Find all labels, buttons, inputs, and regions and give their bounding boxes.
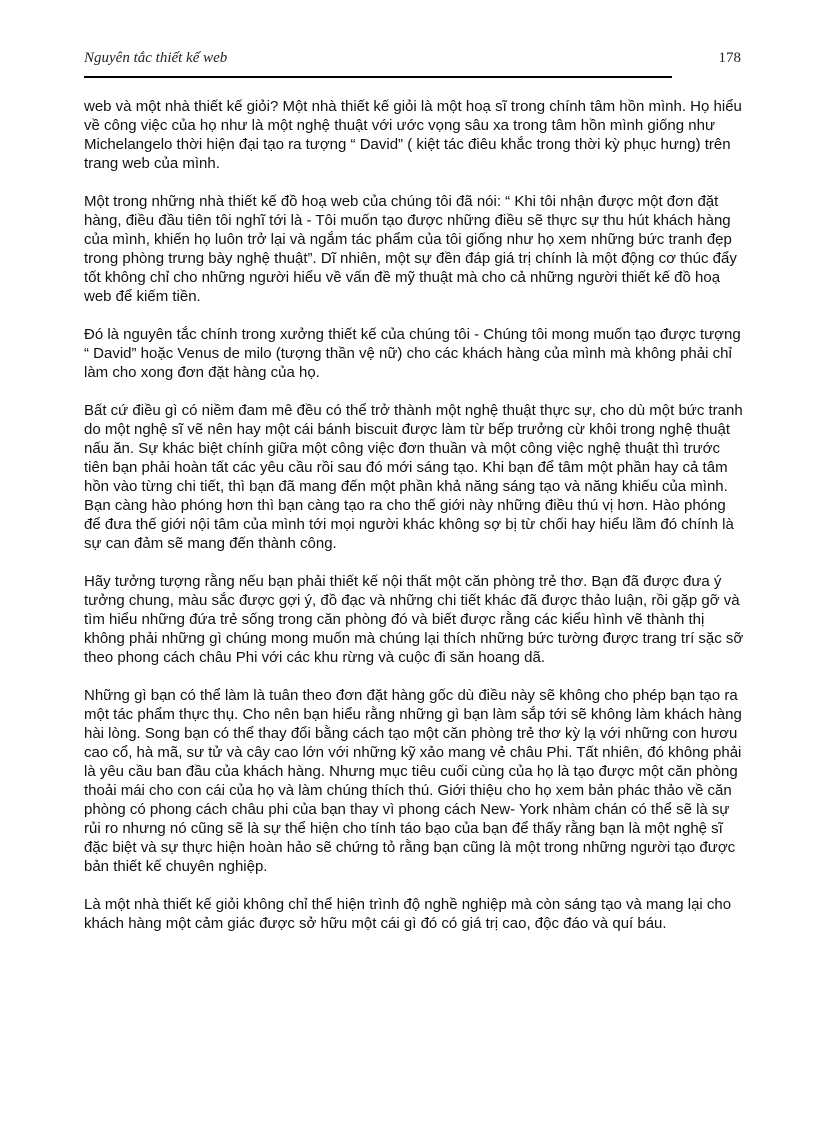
header-divider [84,76,672,78]
paragraph: Một trong những nhà thiết kế đồ hoạ web của chúng tôi đã nói: “ Khi tôi nhận được một đơn đặt hàng, điều đầu tiên tôi nghĩ tới là - Tôi muốn tạo được những điều sẽ thực sự thu hút khách hàng của mình, khiến họ luôn trở lại và ngắm tác phẩm của tôi giống như họ xem những bức tranh đẹp trong phòng trưng bày nghệ thuật”. Dĩ nhiên, một sự đền đáp giá trị chính là một động cơ thúc đẩy tốt không chỉ cho những người hiểu về vấn đề mỹ thuật mà cho cả những người thiết kế đồ hoạ web để kiếm tiền. [84,193,737,305]
page-number: 178 [718,50,741,66]
running-header [84,50,741,74]
paragraph: Là một nhà thiết kế giỏi không chỉ thể hiện trình độ nghề nghiệp mà còn sáng tạo và mang lại cho khách hàng một cảm giác được sở hữu một cái gì đó có giá trị cao, độc đáo và quí báu. [84,896,732,932]
paragraph: Hãy tưởng tượng rằng nếu bạn phải thiết kế nội thất một căn phòng trẻ thơ. Bạn đã được đưa ý tưởng chung, màu sắc được gợi ý, đồ đạc và những chi tiết khác đã được thảo luận, rồi gặp gỡ và tìm hiểu những đứa trẻ sống trong căn phòng đó và biết được rằng các kiểu hình vẽ thành thị không phải những gì chúng mong muốn mà chúng lại thích những bức tường được trang trí sặc sỡ theo phong cách châu Phi với các khu rừng và cuộc đi săn hoang dã. [84,573,744,666]
document-title: Nguyên tắc thiết kế web [84,50,228,66]
paragraph: web và một nhà thiết kế giỏi? Một nhà thiết kế giỏi là một hoạ sĩ trong chính tâm hồn mình. Họ hiểu về công việc của họ như là một nghệ thuật với ước vọng sâu xa trong tâm hồn mình giống như Michelangelo thời hiện đại tạo ra tượng “ David” ( kiệt tác điêu khắc trong thời kỳ phục hưng) trên trang web của mình. [84,98,742,172]
body-text [84,97,744,952]
paragraph: Đó là nguyên tắc chính trong xưởng thiết kế của chúng tôi - Chúng tôi mong muốn tạo được tượng “ David” hoặc Venus de milo (tượng thần vệ nữ) cho các khách hàng của mình mà không phải chỉ làm cho xong đơn đặt hàng của họ. [84,326,741,381]
paragraph: Những gì bạn có thể làm là tuân theo đơn đặt hàng gốc dù điều này sẽ không cho phép bạn tạo ra một tác phẩm thực thụ. Cho nên bạn hiểu rằng những gì bạn làm sắp tới sẽ không làm khách hàng hài lòng. Song bạn có thể thay đổi bằng cách tạo một căn phòng trẻ thơ kỳ lạ với những con hươu cao cổ, hà mã, sư tử và cây cao lớn với những kỹ xảo mang vẻ châu Phi. Tất nhiên, đó không phải là yêu cầu ban đầu của khách hàng. Nhưng mục tiêu cuối cùng của họ là tạo được một căn phòng thoải mái cho con cái của họ và làm chúng thích thú. Giới thiệu cho họ xem bản phác thảo về căn phòng có phong cách châu phi của bạn thay vì phong cách New- York nhàm chán có thể sẽ là sự rủi ro nhưng nó cũng sẽ là sự thể hiện cho tính táo bạo của bạn để thấy rằng bạn là một nghệ sĩ đặc biệt và sự thực hiện hoàn hảo sẽ chứng tỏ rằng bạn cũng là một trong những người tạo được bản thiết kế chuyên nghiệp. [84,687,742,875]
paragraph: Bất cứ điều gì có niềm đam mê đều có thể trở thành một nghệ thuật thực sự, cho dù một bức tranh do một nghệ sĩ vẽ nên hay một cái bánh biscuit được làm từ bếp trưởng cừ khôi trong nghệ thuật nấu ăn. Sự khác biệt chính giữa một công việc đơn thuần và một công việc nghệ thuật thì trước tiên bạn phải hoàn tất các yêu cầu rồi sau đó mới sáng tạo. Khi bạn để tâm một phần hay cả tâm hồn vào từng chi tiết, thì bạn đã mang đến một phần khả năng sáng tạo và năng khiếu của mình. Bạn càng hào phóng hơn thì bạn càng tạo ra cho thế giới này những điều thú vị hơn. Hào phóng để đưa thế giới nội tâm của mình tới mọi người khác không sợ bị từ chối hay hiểu lầm đó chính là sự can đảm sẽ mang đến thành công. [84,402,743,552]
